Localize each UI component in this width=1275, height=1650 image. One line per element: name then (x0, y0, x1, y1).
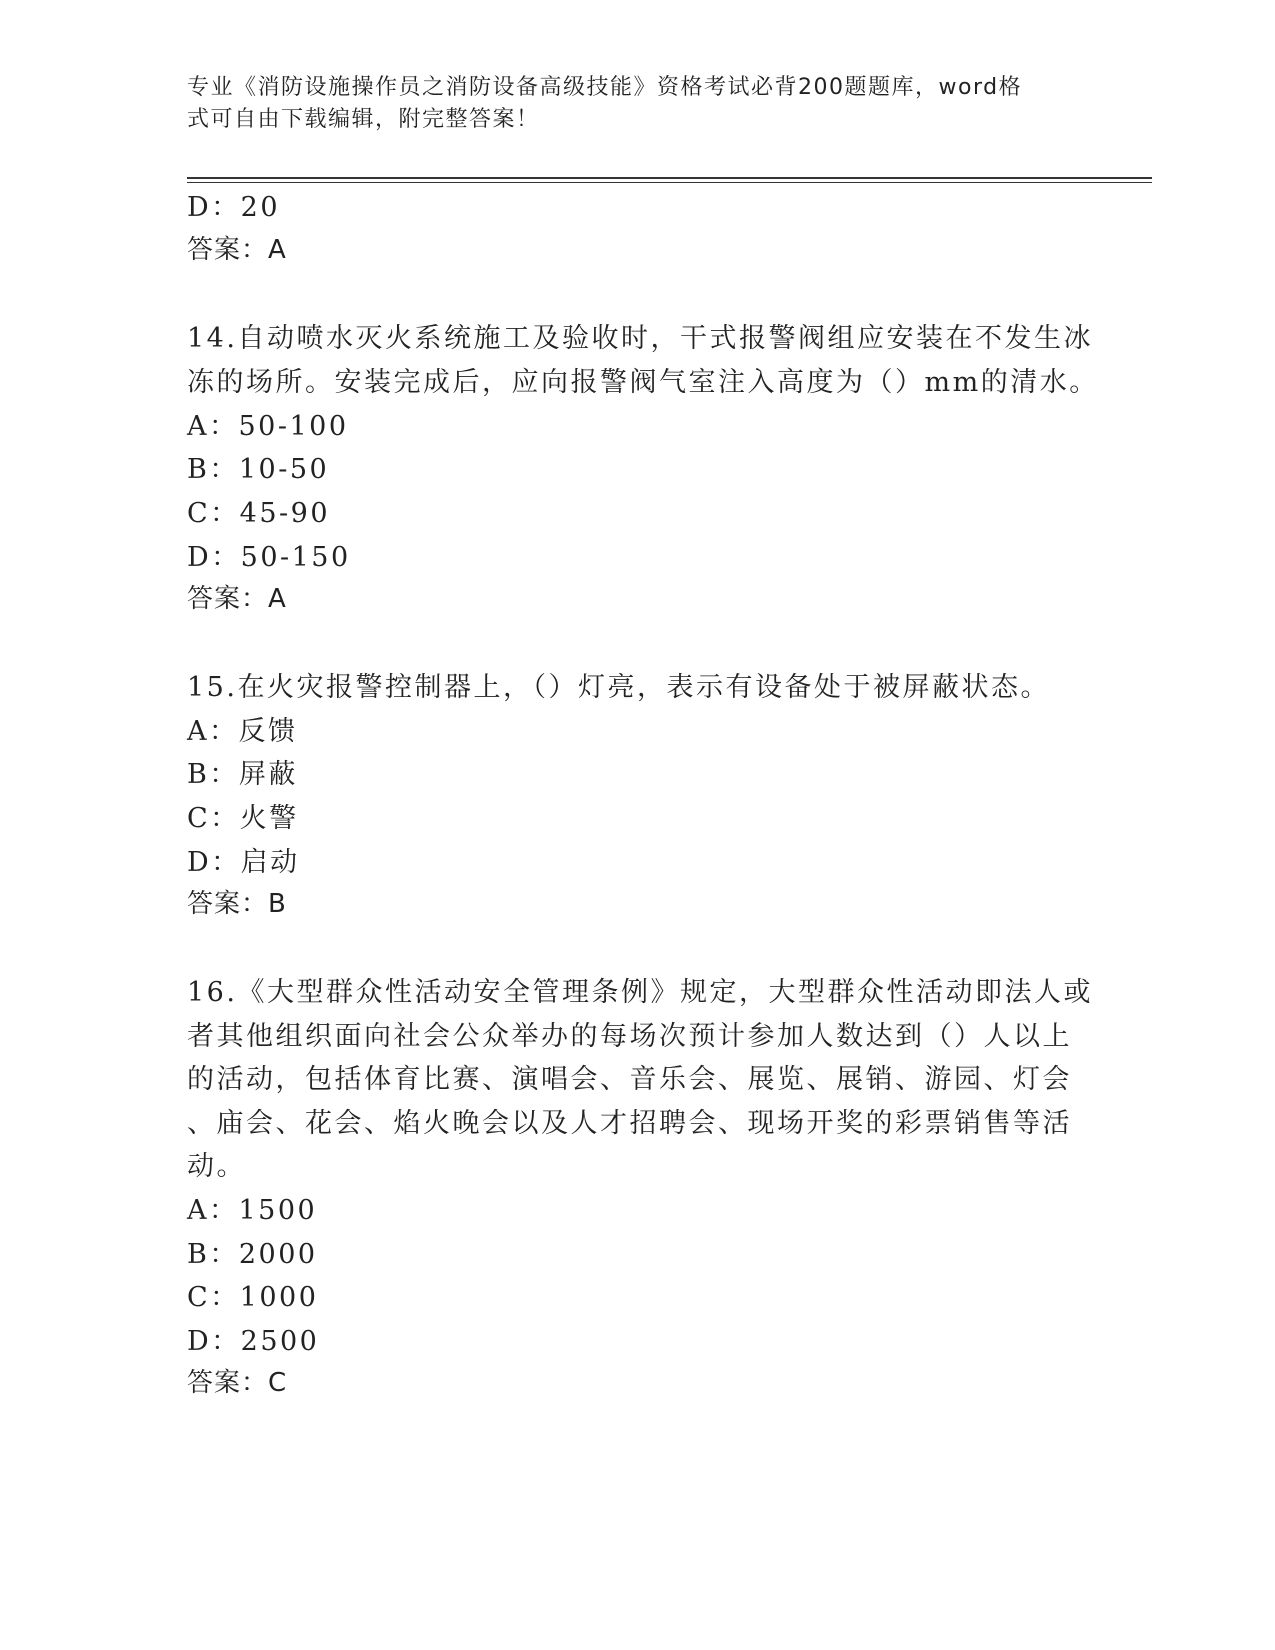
q14-stem-line-2: 冻的场所。安装完成后，应向报警阀气室注入高度为（）mm的清水。 (187, 367, 1099, 398)
q14-option-d: D：50-150 (187, 542, 351, 573)
q15-option-a: A：反馈 (187, 716, 298, 747)
q14-option-b: B：10-50 (187, 454, 330, 485)
header-divider-thin (187, 182, 1152, 183)
header-title-line-1: 专业《消防设施操作员之消防设备高级技能》资格考试必背200题题库，word格 (187, 75, 1023, 100)
q16-stem-line-4: 、庙会、花会、焰火晚会以及人才招聘会、现场开奖的彩票销售等活 (187, 1108, 1072, 1139)
q15-option-b: B：屏蔽 (187, 759, 298, 790)
q15-stem-line-1: 15.在火灾报警控制器上，（）灯亮，表示有设备处于被屏蔽状态。 (187, 672, 1050, 703)
q14-stem-line-1: 14.自动喷水灭火系统施工及验收时，干式报警阀组应安装在不发生冰 (187, 323, 1093, 354)
prev-option-d: D：20 (187, 192, 281, 223)
q14-option-a: A：50-100 (187, 411, 349, 442)
header-title-line-2: 式可自由下载编辑，附完整答案！ (187, 107, 540, 132)
q14-option-c: C：45-90 (187, 498, 330, 529)
q16-stem-line-3: 的活动，包括体育比赛、演唱会、音乐会、展览、展销、游园、灯会 (187, 1064, 1072, 1095)
q15-option-c: C：火警 (187, 803, 299, 834)
document-header (187, 72, 1077, 136)
header-divider-thick (187, 177, 1152, 179)
q16-option-b: B：2000 (187, 1239, 318, 1270)
q16-stem-line-2: 者其他组织面向社会公众举办的每场次预计参加人数达到（）人以上 (187, 1021, 1072, 1052)
q16-option-c: C：1000 (187, 1282, 319, 1313)
q16-stem-line-1: 16.《大型群众性活动安全管理条例》规定，大型群众性活动即法人或 (187, 977, 1093, 1008)
q16-stem-line-5: 动。 (187, 1151, 246, 1182)
q15-answer: 答案：B (187, 889, 287, 919)
prev-answer: 答案：A (187, 235, 287, 265)
q15-option-d: D：启动 (187, 847, 300, 878)
q16-option-a: A：1500 (187, 1195, 318, 1226)
q16-option-d: D：2500 (187, 1326, 320, 1357)
q16-answer: 答案：C (187, 1368, 288, 1398)
q14-answer: 答案：A (187, 584, 287, 614)
